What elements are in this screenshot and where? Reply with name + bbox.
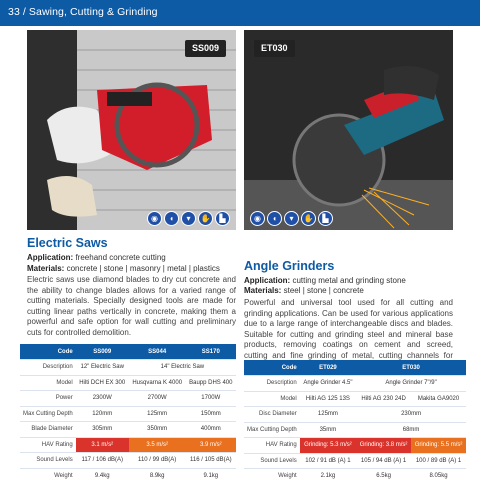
row-label: Description [244, 376, 300, 392]
ppe-icons [147, 211, 230, 226]
row-label: HAV Rating [20, 437, 76, 453]
row-label: Max Cutting Depth [244, 422, 300, 438]
application-text: cutting metal and grinding stone [292, 276, 406, 285]
table-cell: Hilti DCH EX 300 [76, 375, 129, 391]
table-cell: 100 / 89 dB (A) 1 [411, 453, 466, 469]
table-cell: 6.5kg [356, 469, 411, 480]
table-row [20, 375, 236, 391]
table-header-cell: ET029 [300, 360, 356, 376]
page-header [0, 0, 480, 26]
table-cell: 8.9kg [129, 468, 186, 480]
angle-grinders-description: Powerful and universal tool used for all cutting and grinding applications. Can be used for various applications due to a large range of interchangeable discs and blades. Suitable for cutting and grinding steel and mineral base products, removing coatings on cement and screed, cutting and fine grinding of metal, cutting channels for [244, 298, 453, 360]
safety-glasses-icon: ◉ [147, 211, 162, 226]
row-label: Disc Diameter [244, 407, 300, 423]
table-cell: 1700W [186, 391, 236, 407]
table-row [20, 453, 236, 469]
row-label: HAV Rating [244, 438, 300, 454]
hav-rating-cell: 3.5 m/s² [129, 437, 186, 453]
table-cell: 105 / 94 dB (A) 1 [356, 453, 411, 469]
table-cell: 150mm [186, 406, 236, 422]
table-cell: 305mm [76, 422, 129, 438]
table-cell: 230mm [356, 407, 466, 423]
table-header-cell: ET030 [356, 360, 466, 376]
table-cell: Baupp DHS 400 [186, 375, 236, 391]
table-header-cell: SS009 [76, 344, 129, 360]
electric-saw-photo [27, 30, 236, 230]
materials-text: concrete | stone | masonry | metal | plastics [66, 264, 220, 273]
table-cell: 9.4kg [76, 468, 129, 480]
hav-rating-cell: Grinding: 3.8 m/s² [356, 438, 411, 454]
table-cell: 68mm [356, 422, 466, 438]
row-label: Weight [244, 469, 300, 480]
table-cell: 125mm [300, 407, 356, 423]
table-header-cell: SS044 [129, 344, 186, 360]
table-row [244, 376, 466, 392]
row-label: Model [244, 391, 300, 407]
table-row [244, 438, 466, 454]
ear-protection-icon: ◖ [164, 211, 179, 226]
gloves-icon: ✋ [198, 211, 213, 226]
electric-saws-application [27, 253, 242, 263]
row-label: Sound Levels [20, 453, 76, 469]
application-label: Application: [27, 253, 74, 262]
table-row [20, 406, 236, 422]
angle-grinders-materials [244, 286, 459, 296]
dust-mask-icon: ▾ [181, 211, 196, 226]
table-row [20, 468, 236, 480]
row-label: Weight [20, 468, 76, 480]
table-header-cell: Code [20, 344, 76, 360]
table-cell: 116 / 105 dB(A) [186, 453, 236, 469]
electric-saws-heading: Electric Saws [27, 236, 108, 250]
table-cell: 9.1kg [186, 468, 236, 480]
hav-rating-cell: 3.9 m/s² [186, 437, 236, 453]
table-row [244, 469, 466, 480]
table-cell: 2300W [76, 391, 129, 407]
page-title: 33 / Sawing, Cutting & Grinding [8, 6, 158, 18]
angle-grinders-spec-table [244, 360, 466, 480]
table-row [20, 360, 236, 376]
table-row [20, 391, 236, 407]
angle-grinder-illustration [244, 30, 453, 230]
table-cell: 110 / 99 dB(A) [129, 453, 186, 469]
product-code-tag: ET030 [254, 40, 295, 57]
table-row [20, 437, 236, 453]
electric-saws-spec-table [20, 344, 236, 480]
table-header-cell: SS170 [186, 344, 236, 360]
table-header-cell: Code [244, 360, 300, 376]
electric-saw-illustration [27, 30, 236, 230]
safety-glasses-icon: ◉ [250, 211, 265, 226]
materials-text: steel | stone | concrete [283, 286, 364, 295]
boots-icon: ▙ [215, 211, 230, 226]
row-label: Description [20, 360, 76, 376]
table-cell: Hilti AG 230 24D [356, 391, 411, 407]
table-cell: 12" Electric Saw [76, 360, 129, 376]
table-cell: Makita GA9020 [411, 391, 466, 407]
ear-protection-icon: ◖ [267, 211, 282, 226]
table-cell: 35mm [300, 422, 356, 438]
table-row [244, 422, 466, 438]
table-header-row [244, 360, 466, 376]
hav-rating-cell: Grinding: 5.3 m/s² [300, 438, 356, 454]
table-cell: 120mm [76, 406, 129, 422]
table-cell: 2.1kg [300, 469, 356, 480]
product-code-tag: SS009 [185, 40, 226, 57]
materials-label: Materials: [244, 286, 282, 295]
table-cell: Angle Grinder 4.5" [300, 376, 356, 392]
table-cell: 350mm [129, 422, 186, 438]
electric-saws-materials [27, 264, 242, 274]
angle-grinders-application [244, 276, 459, 286]
boots-icon: ▙ [318, 211, 333, 226]
angle-grinder-photo [244, 30, 453, 230]
dust-mask-icon: ▾ [284, 211, 299, 226]
table-cell: 8.05kg [411, 469, 466, 480]
application-text: freehand concrete cutting [75, 253, 166, 262]
table-cell: Hilti AG 125 13S [300, 391, 356, 407]
table-row [244, 407, 466, 423]
table-row [20, 422, 236, 438]
row-label: Sound Levels [244, 453, 300, 469]
ppe-icons [250, 211, 333, 226]
hav-rating-cell: 3.1 m/s² [76, 437, 129, 453]
hav-rating-cell: Grinding: 5.5 m/s² [411, 438, 466, 454]
table-cell: 2700W [129, 391, 186, 407]
application-label: Application: [244, 276, 291, 285]
table-cell: 117 / 106 dB(A) [76, 453, 129, 469]
table-cell: Husqvarna K 4000 [129, 375, 186, 391]
materials-label: Materials: [27, 264, 65, 273]
table-header-row [20, 344, 236, 360]
row-label: Max Cutting Depth [20, 406, 76, 422]
table-cell: Angle Grinder 7"/9" [356, 376, 466, 392]
table-cell: 400mm [186, 422, 236, 438]
table-row [244, 453, 466, 469]
table-row [244, 391, 466, 407]
row-label: Blade Diameter [20, 422, 76, 438]
table-cell: 125mm [129, 406, 186, 422]
electric-saws-description: Electric saws use diamond blades to dry cut concrete and the ability to change blades allows for a varied range of cutting materials. Specially designed tools are made for cutting linear paths vertically in concrete, making them a powerful and safe option for wall cutting and preliminary cuts for controlled demolition. [27, 275, 236, 337]
angle-grinders-heading: Angle Grinders [244, 259, 335, 273]
table-cell: 102 / 91 dB (A) 1 [300, 453, 356, 469]
row-label: Model [20, 375, 76, 391]
table-cell: 14" Electric Saw [129, 360, 236, 376]
row-label: Power [20, 391, 76, 407]
gloves-icon: ✋ [301, 211, 316, 226]
